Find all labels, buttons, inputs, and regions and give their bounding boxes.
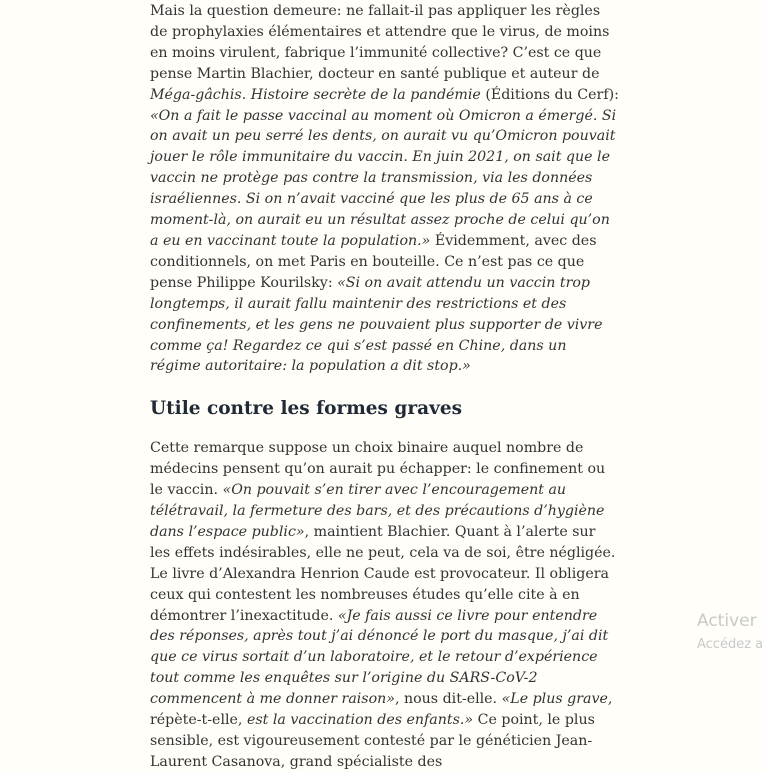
windows-activation-watermark <box>697 610 763 654</box>
text-run: (Éditions du Cerf): <box>480 86 619 103</box>
text-run: Ce point, le plus sensible, est vigoureusement contesté par le généticien Jean-Laurent Casanova, grand spécialiste des <box>150 712 595 770</box>
paragraph-binary-choice <box>150 438 620 773</box>
text-run: Cette remarque suppose un choix binaire auquel nombre de médecins pensent qu’on aurait pu échapper: le confinement ou le vaccin. <box>150 440 606 499</box>
paragraph-blachier <box>150 1 620 377</box>
quote-blachier: «On a fait le passe vaccinal au moment où Omicron a émergé. Si on avait un peu serré les dents, on aurait vu qu’Omicron pouvait jouer le rôle immunitaire du vaccin. En juin 2021, on sait que le vaccin ne protège pas contre la transmission, via les données israéliennes. Si on n’avait vacciné que les plus de 65 ans à ce moment-là, on aurait eu un résultat assez proche de celui qu’on a eu en vaccinant toute la population.» <box>150 107 617 249</box>
quote-blachier-telework: «On pouvait s’en tirer avec l’encouragement au télétravail, la fermeture des bars, et des précautions d’hygiène dans l’espace public» <box>150 482 605 540</box>
quote-vaccination-enfants: est la vaccination des enfants.» <box>246 712 474 729</box>
book-title: Méga-gâchis. Histoire secrète de la pandémie <box>150 86 481 103</box>
text-run: Mais la question demeure: ne fallait-il pas appliquer les règles de prophylaxies élémentaires et attendre que le virus, de moins en moins virulent, fabrique l’immunité collective? C’est ce que pense Martin Blachier, docteur en santé publique et auteur de <box>150 3 610 82</box>
text-run: , répète-t-elle, <box>150 691 613 729</box>
watermark-title: Activer <box>697 611 757 631</box>
text-run: Évidemment, avec des conditionnels, on met Paris en bouteille. Ce n’est pas ce que pense Philippe Kourilsky: <box>150 232 597 291</box>
quote-plus-grave: «Le plus grave <box>501 691 608 708</box>
quote-kourilsky: «Si on avait attendu un vaccin trop longtemps, il aurait fallu maintenir des restrictions et des confinements, et les gens ne pouvaient plus supporter de vivre comme ça! Regardez ce qui s’est passé en Chine, dans un régime autoritaire: la population a dit stop.» <box>150 274 603 375</box>
quote-henrion-caude: «Je fais aussi ce livre pour entendre des réponses, après tout j’ai dénoncé le port du masque, j’ai dit que ce virus sortait d’un laboratoire, et le retour d’expérience tout comme les enquêtes sur l’origine du SARS-CoV-2 commencent à me donner raison» <box>150 607 609 708</box>
section-heading: Utile contre les formes graves <box>150 398 463 420</box>
article-body <box>150 1 620 773</box>
watermark-subtitle: Accédez a <box>697 637 763 652</box>
text-run: , nous dit-elle. <box>394 691 502 708</box>
text-run: , maintient Blachier. Quant à l’alerte sur les effets indésirables, elle ne peut, cela va de soi, être négligée. Le livre d’Alexandra Henrion Caude est provocateur. Il obligera ceux qui contestent les nombreuses études qu’elle cite à en démontrer l’inexactitude. <box>150 523 616 624</box>
